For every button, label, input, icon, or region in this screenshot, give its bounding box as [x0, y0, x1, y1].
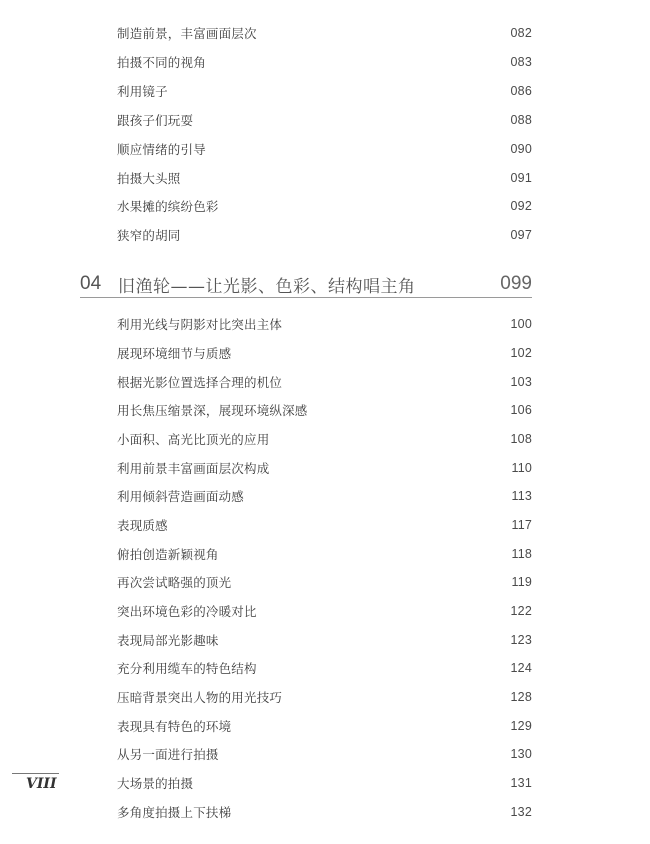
toc-entry-title: 用长焦压缩景深，展现环境纵深感	[117, 403, 308, 418]
toc-entry	[117, 802, 532, 822]
toc-entry-page: 091	[510, 171, 532, 185]
toc-entry	[117, 196, 532, 216]
toc-entry	[117, 458, 532, 478]
toc-entry	[117, 225, 532, 245]
toc-entry-page: 097	[510, 228, 532, 242]
toc-entry-page: 102	[510, 346, 532, 360]
toc-entry-page: 131	[510, 776, 532, 790]
toc-entry-title: 跟孩子们玩耍	[117, 113, 194, 128]
toc-entry-title: 拍摄不同的视角	[117, 55, 206, 70]
toc-entry-page: 106	[510, 403, 532, 417]
toc-entry	[117, 343, 532, 363]
toc-entry-title: 表现局部光影趣味	[117, 633, 219, 648]
toc-entry-page: 124	[510, 661, 532, 675]
toc-entry-title: 展现环境细节与质感	[117, 346, 232, 361]
toc-entry	[117, 168, 532, 188]
toc-entry	[117, 544, 532, 564]
chapter-page: 099	[500, 273, 532, 294]
toc-entry-page: 103	[510, 375, 532, 389]
toc-entry-page: 117	[511, 518, 532, 532]
toc-entry-page: 082	[510, 26, 532, 40]
toc-entry-title: 拍摄大头照	[117, 171, 181, 186]
toc-entry-page: 118	[511, 547, 532, 561]
toc-entry-page: 090	[510, 142, 532, 156]
toc-entry-page: 122	[510, 604, 532, 618]
toc-entry-title: 狭窄的胡同	[117, 228, 181, 243]
toc-entry-page: 108	[510, 432, 532, 446]
toc-entry-title: 水果摊的缤纷色彩	[117, 199, 219, 214]
toc-entry	[117, 773, 532, 793]
chapter-divider	[80, 297, 532, 298]
toc-entry	[117, 515, 532, 535]
toc-entry-page: 119	[511, 575, 532, 589]
page-folio: VIII	[26, 776, 57, 792]
toc-entry-title: 利用前景丰富画面层次构成	[117, 461, 270, 476]
toc-entry-title: 从另一面进行拍摄	[117, 747, 219, 762]
toc-entry-title: 俯拍创造新颖视角	[117, 547, 219, 562]
toc-entry-page: 092	[510, 199, 532, 213]
toc-entry	[117, 372, 532, 392]
toc-entry-page: 086	[510, 84, 532, 98]
toc-entry	[117, 110, 532, 130]
toc-entry-title: 充分利用缆车的特色结构	[117, 661, 257, 676]
toc-entry-title: 制造前景，丰富画面层次	[117, 26, 257, 41]
toc-entry-page: 088	[510, 113, 532, 127]
toc-entry-title: 利用光线与阴影对比突出主体	[117, 317, 283, 332]
toc-entry-page: 110	[511, 461, 532, 475]
toc-entry	[117, 429, 532, 449]
toc-entry-page: 100	[510, 317, 532, 331]
toc-entry-title: 突出环境色彩的冷暖对比	[117, 604, 257, 619]
toc-entry-title: 表现质感	[117, 518, 168, 533]
toc-entry-page: 123	[510, 633, 532, 647]
toc-entry	[117, 572, 532, 592]
toc-entry	[117, 601, 532, 621]
toc-entry-page: 083	[510, 55, 532, 69]
toc-entry	[117, 139, 532, 159]
toc-entry-title: 利用镜子	[117, 84, 168, 99]
toc-entry-page: 113	[511, 489, 532, 503]
toc-entry	[117, 23, 532, 43]
toc-entry-page: 130	[510, 747, 532, 761]
chapter-title: 旧渔轮——让光影、色彩、结构唱主角	[118, 276, 416, 297]
toc-entry-page: 129	[510, 719, 532, 733]
toc-entry-title: 利用倾斜营造画面动感	[117, 489, 245, 504]
toc-entry-title: 顺应情绪的引导	[117, 142, 206, 157]
toc-entry	[117, 687, 532, 707]
toc-entry-title: 多角度拍摄上下扶梯	[117, 805, 232, 820]
toc-entry-page: 132	[510, 805, 532, 819]
chapter-number: 04	[80, 273, 102, 294]
toc-entry-title: 再次尝试略强的顶光	[117, 575, 232, 590]
toc-entry-title: 表现具有特色的环境	[117, 719, 232, 734]
toc-entry	[117, 52, 532, 72]
toc-entry-page: 128	[510, 690, 532, 704]
toc-entry	[117, 314, 532, 334]
toc-entry	[117, 658, 532, 678]
toc-entry-title: 小面积、高光比顶光的应用	[117, 432, 270, 447]
toc-entry	[117, 744, 532, 764]
toc-entry-title: 压暗背景突出人物的用光技巧	[117, 690, 283, 705]
chapter-heading	[80, 270, 532, 298]
toc-entry	[117, 400, 532, 420]
toc-entry-title: 大场景的拍摄	[117, 776, 194, 791]
folio-rule	[12, 773, 59, 774]
toc-entry	[117, 81, 532, 101]
toc-entry	[117, 486, 532, 506]
toc-entry	[117, 630, 532, 650]
toc-entry	[117, 716, 532, 736]
toc-entry-title: 根据光影位置选择合理的机位	[117, 375, 283, 390]
